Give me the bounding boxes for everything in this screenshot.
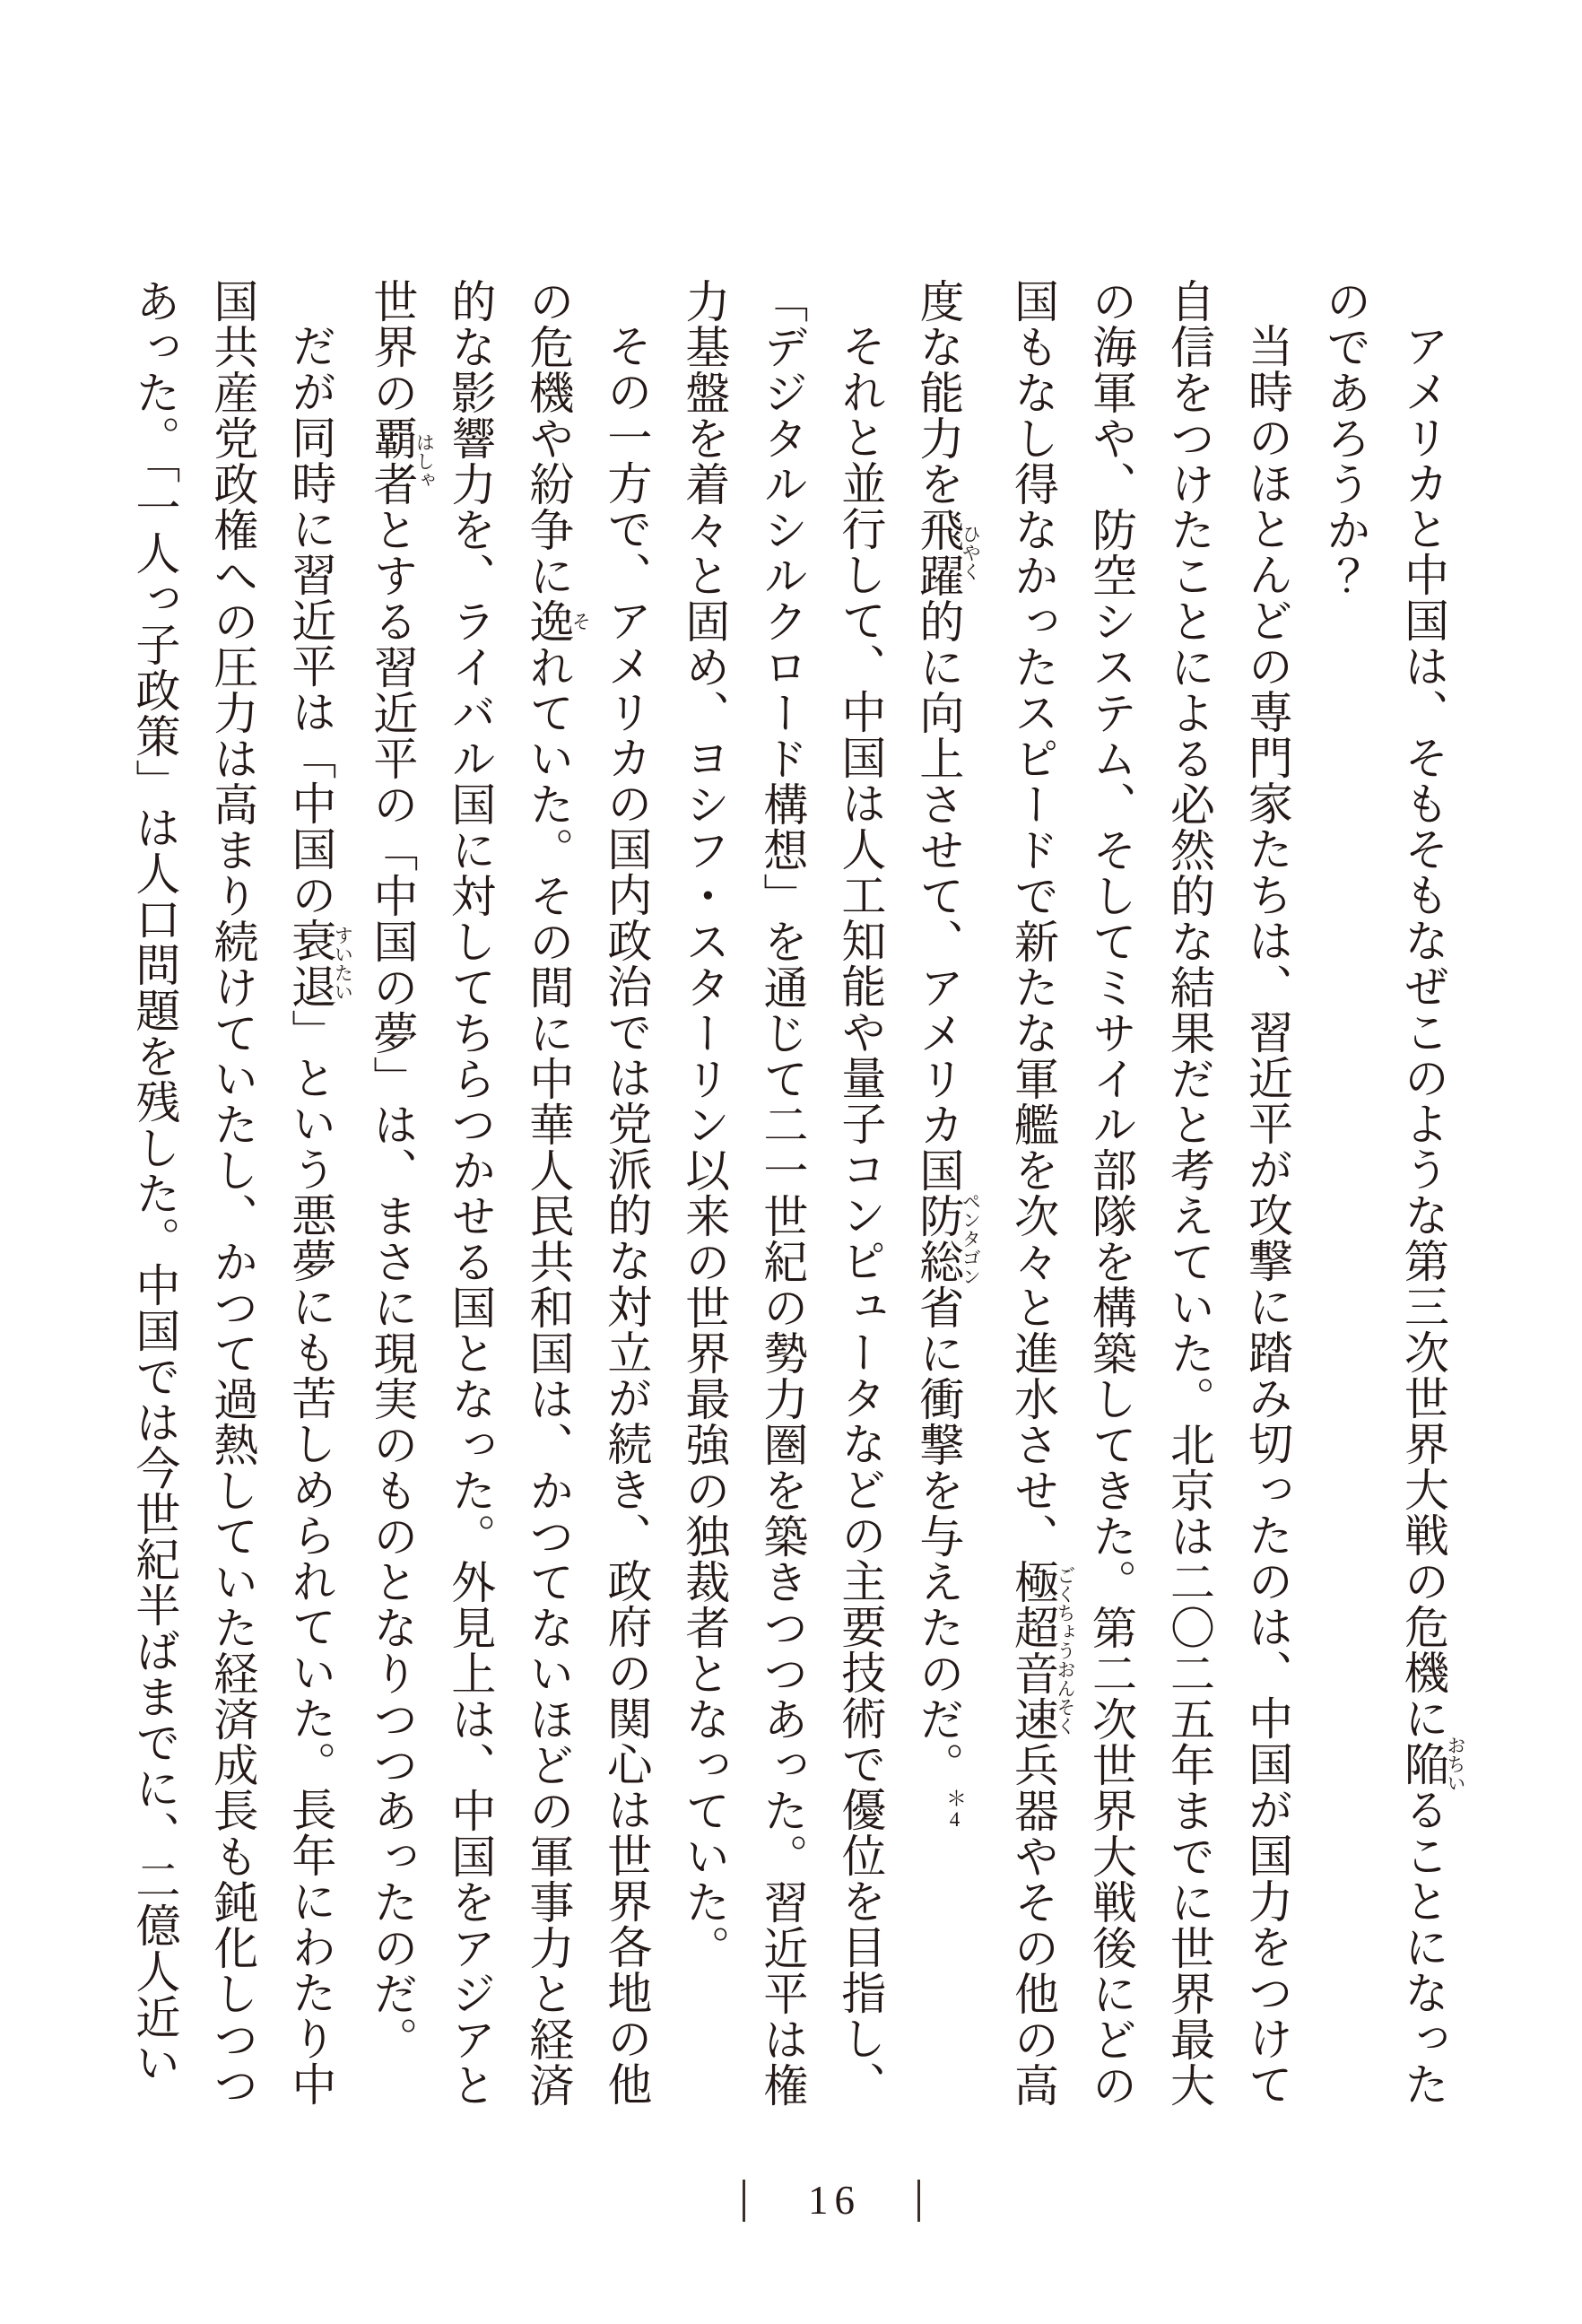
paragraph-4: その一方で、アメリカの国内政治では党派的な対立が続き、政府の関心は世界各地の他の危機や紛争に逸それていた。その間に中華人民共和国は、かつてないほどの軍事力と経済的な影響力を、ライバル国に対してちらつかせる国となった。外見上は、中国をアジアと世界の覇者はしゃとする習近平の「中国の夢」は、まさに現実のものとなりつつあったのだ。	[367, 278, 652, 2108]
paragraph-1: アメリカと中国は、そもそもなぜこのような第三次世界大戦の危機に陥おちいることになったのであろうか？	[1320, 278, 1466, 2107]
paragraph-3: それと並行して、中国は人工知能や量子コンピュータなどの主要技術で優位を目指し、「デジタルシルクロード構想」を通じて二一世紀の勢力圏を築きつつあった。習近平は権力基盤を着々と固め、ヨシフ・スターリン以来の世界最強の独裁者となっていた。	[679, 278, 886, 2108]
ruby-annotated-text: 極超音速ごくちょうおんそく	[1008, 1559, 1076, 1742]
paragraph-5: だが同時に習近平は「中国の衰退すいたい」という悪夢にも苦しめられていた。長年にわたり中国共産党政権への圧力は高まり続けていたし、かつて過熱していた経済成長も鈍化しつつあった。「一人っ子政策」は人口問題を残した。中国では今世紀半ばまでに、二億人近い	[129, 278, 354, 2108]
body-text	[115, 278, 1465, 2108]
footer-right-rule	[917, 2180, 920, 2222]
paragraph-2: 当時のほとんどの専門家たちは、習近平が攻撃に踏み切ったのは、中国が国力をつけて自信をつけたことによる必然的な結果だと考えていた。北京は二〇二五年までに世界最大の海軍や、防空システム、そしてミサイル部隊を構築してきた。第二次世界大戦後にどの国もなし得なかったスピードで新たな軍艦を次々と進水させ、極超音速ごくちょうおんそく兵器やその他の高度な能力を飛躍ひやく的に向上させて、アメリカ国防総省ペンタゴンに衝撃を与えたのだ。$^{*4}$	[913, 278, 1292, 2108]
footnote-marker: ＊4	[943, 1788, 966, 1831]
ruby-annotated-text: 国防総省ペンタゴン	[913, 1147, 982, 1330]
ruby-annotated-text: 陥おちい	[1398, 1736, 1466, 1792]
ruby-annotated-text: 飛躍ひやく	[913, 507, 982, 598]
ruby-annotated-text: 衰退すいたい	[285, 918, 354, 1009]
ruby-annotated-text: 逸そ	[523, 598, 592, 644]
page-number: 16	[808, 2177, 861, 2223]
ruby-annotated-text: 覇者はしゃ	[367, 415, 436, 507]
footer-left-rule	[743, 2180, 745, 2222]
page-footer	[743, 2178, 920, 2223]
